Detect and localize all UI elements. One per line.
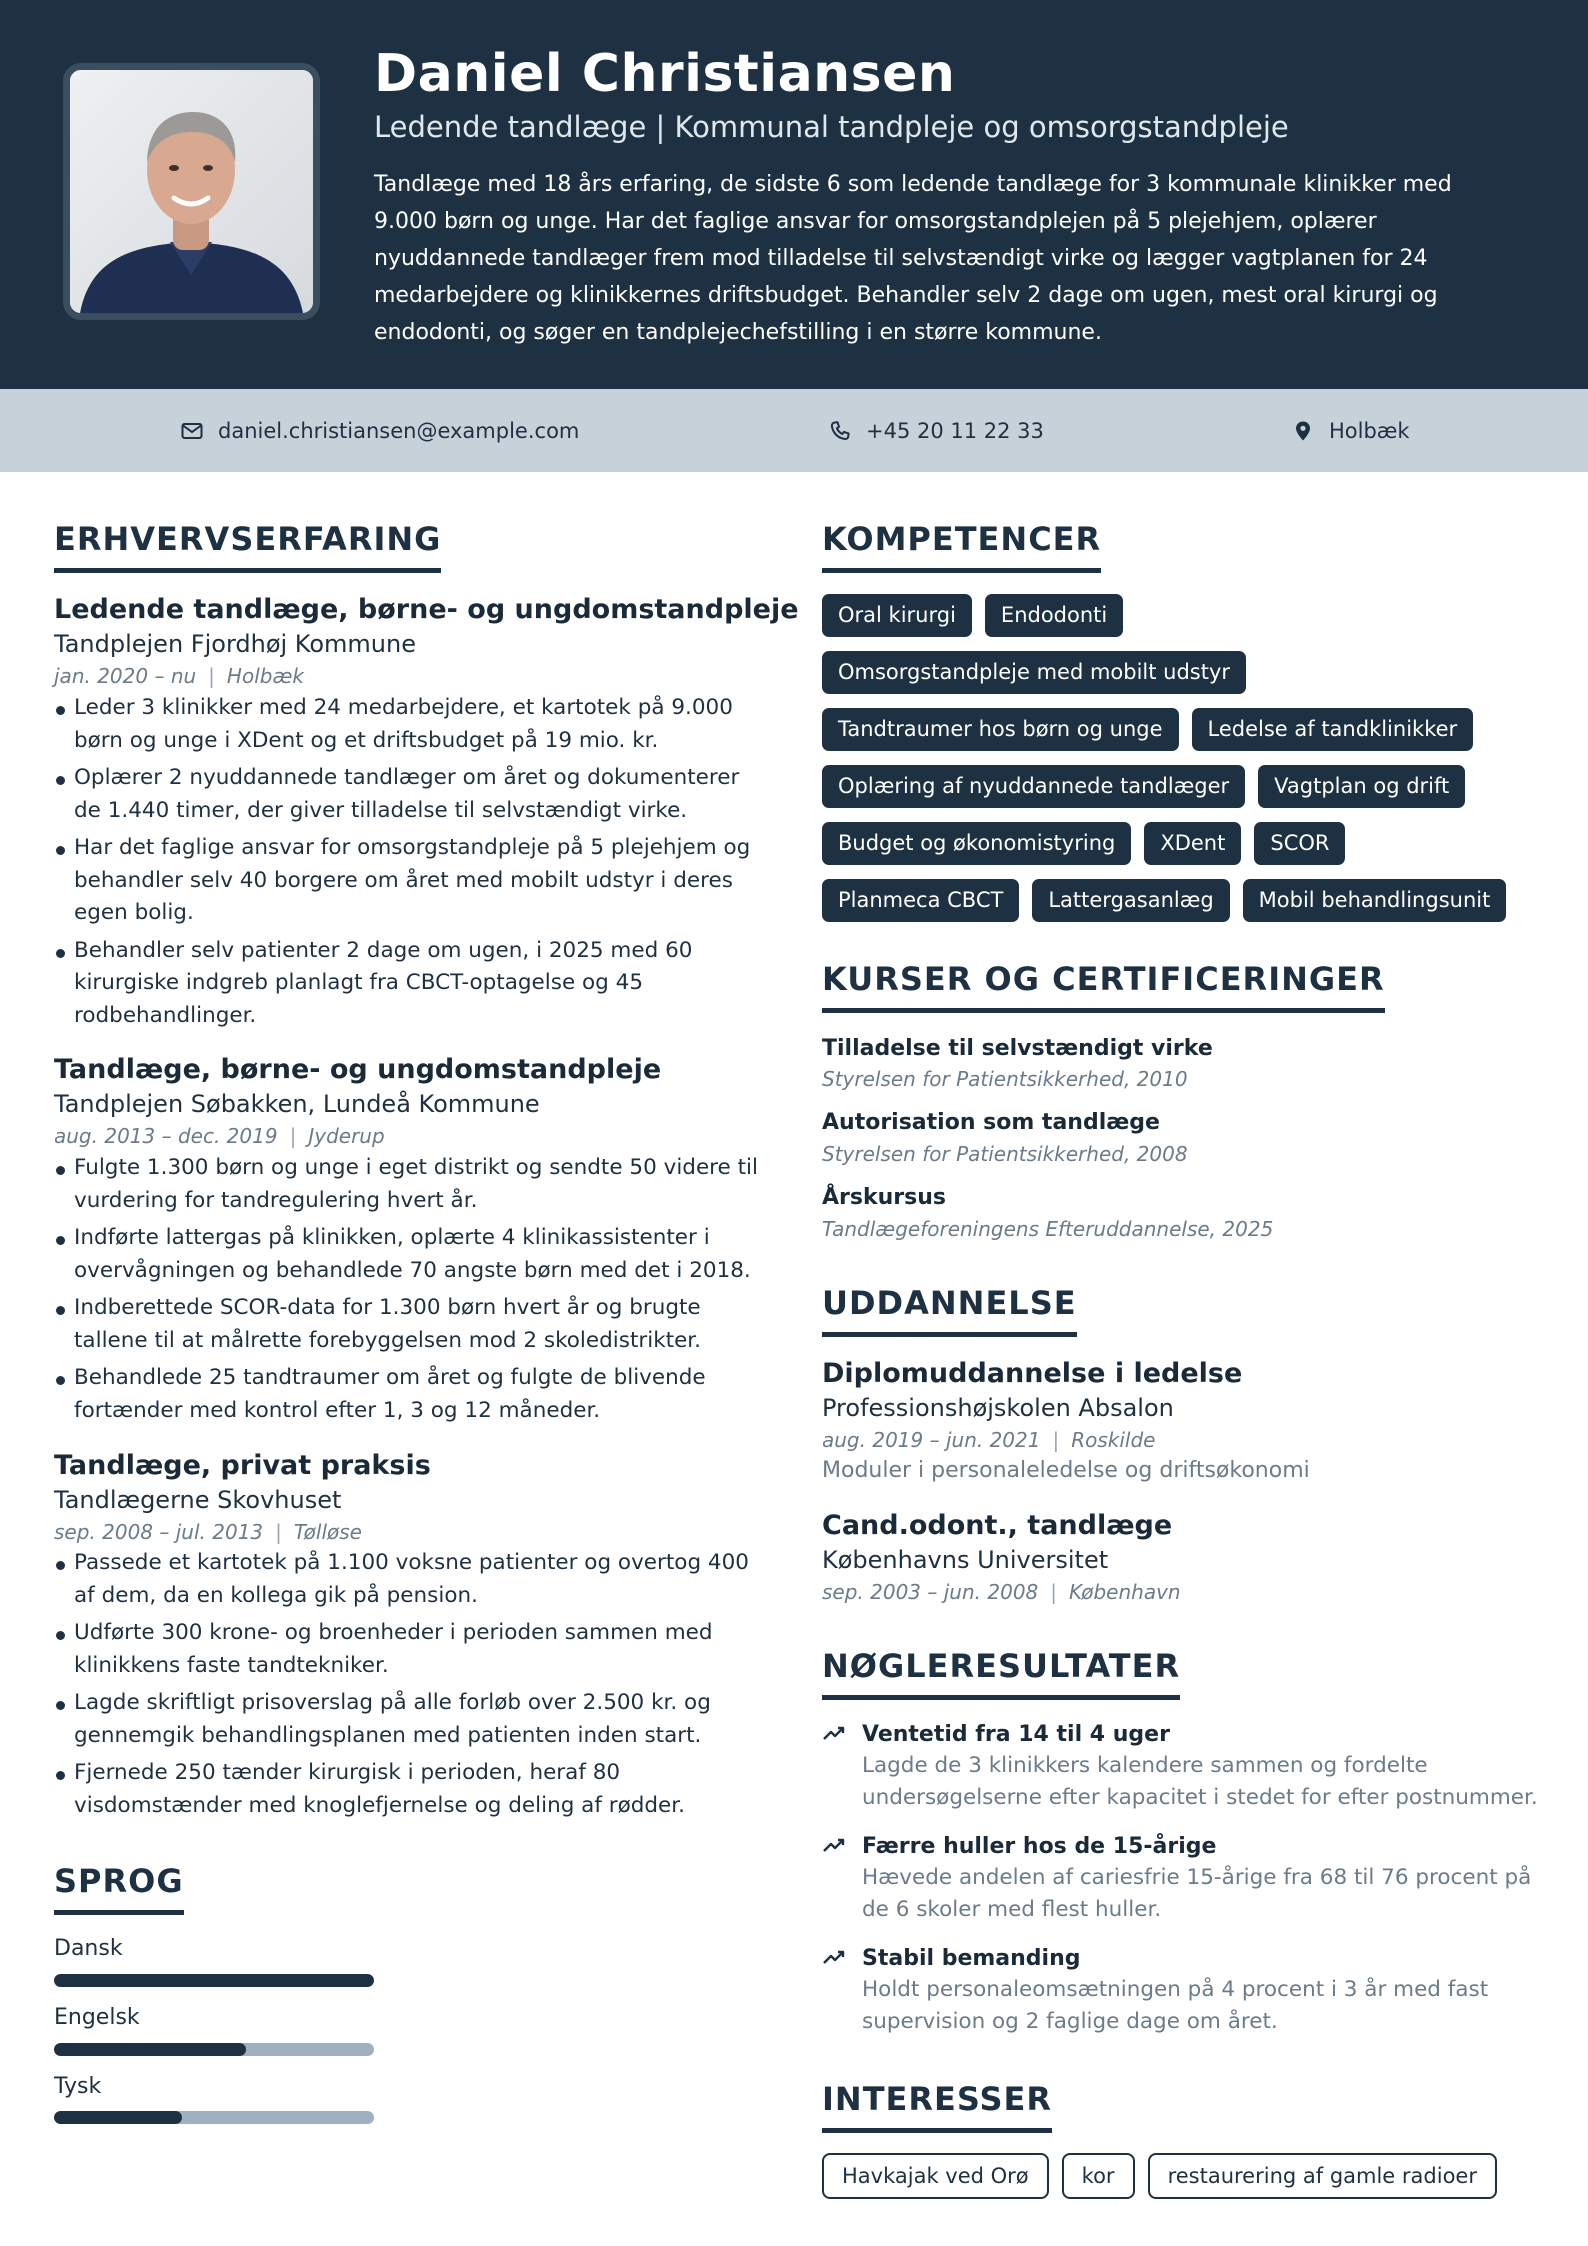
trend-up-icon — [822, 1724, 848, 1744]
language-level-bar — [54, 2043, 374, 2056]
language-level-fill — [54, 2111, 182, 2124]
contact-location — [1291, 389, 1410, 472]
job-bullet: Lagde skriftligt prisoverslag på alle forløb over 2.500 kr. og gennemgik behandlingsplanen med patienten inden start. — [54, 1687, 766, 1752]
job-organization: Tandplejen Fjordhøj Kommune — [54, 630, 416, 658]
header-banner — [0, 0, 1588, 389]
section-title-skills: KOMPETENCER — [822, 520, 1101, 573]
section-title-experience: ERHVERVSERFARING — [54, 520, 441, 573]
skill-tag: Lattergasanlæg — [1032, 879, 1229, 922]
skill-tag: Omsorgstandpleje med mobilt udstyr — [822, 651, 1246, 694]
job-meta: jan. 2020 – nu | Holbæk — [54, 664, 304, 688]
education-period: sep. 2003 – jun. 2008 — [822, 1580, 1039, 1604]
interest-tag: kor — [1062, 2153, 1135, 2199]
job-title: Tandlæge, privat praksis — [54, 1450, 431, 1481]
course-name: Autorisation som tandlæge — [822, 1110, 1160, 1135]
language-level-bar — [54, 1974, 374, 1987]
mail-icon — [180, 419, 204, 443]
skill-tag: Oral kirurgi — [822, 594, 972, 637]
course-source: Tandlægeforeningens Efteruddannelse, 2025 — [822, 1217, 1274, 1241]
job-bullet: Udførte 300 krone- og broenheder i perioden sammen med klinikkens faste tandtekniker. — [54, 1617, 766, 1682]
job-bullet: Indberettede SCOR-data for 1.300 børn hvert år og brugte tallene til at målrette forebyggelsen mod 2 skoledistrikter. — [54, 1292, 766, 1357]
interest-tag: Havkajak ved Orø — [822, 2153, 1049, 2199]
result-description: Lagde de 3 klinikkers kalendere sammen og fordelte undersøgelserne efter kapacitet i stedet for efter postnummer. — [862, 1753, 1538, 1810]
person-photo-icon — [70, 70, 313, 313]
language-level-fill — [54, 1974, 374, 1987]
contact-location-text: Holbæk — [1329, 418, 1410, 443]
job-bullet: Passede et kartotek på 1.100 voksne patienter og overtog 400 af dem, da en kollega gik på pension. — [54, 1547, 766, 1612]
job-bullets — [54, 1152, 766, 1432]
education-school: Københavns Universitet — [822, 1546, 1109, 1574]
education-meta: sep. 2003 – jun. 2008 | København — [822, 1580, 1181, 1604]
result-item — [822, 1944, 1542, 2038]
job-bullets — [54, 692, 766, 1037]
job-title: Ledende tandlæge, børne- og ungdomstandpleje — [54, 594, 799, 625]
job-bullet: Indførte lattergas på klinikken, oplærte 4 klinikassistenter i overvågningen og behandlede 70 angste børn med det i 2018. — [54, 1222, 766, 1287]
skills-list — [822, 594, 1522, 936]
contact-email[interactable] — [180, 389, 579, 472]
language-level-fill — [54, 2043, 246, 2056]
result-item — [822, 1832, 1542, 1926]
skill-tag: Mobil behandlingsunit — [1243, 879, 1507, 922]
job-meta: sep. 2008 – jul. 2013 | Tølløse — [54, 1520, 362, 1544]
section-title-education: UDDANNELSE — [822, 1284, 1077, 1337]
job-bullet: Oplærer 2 nyuddannede tandlæger om året og dokumenterer de 1.440 timer, der giver tilladelse til selvstændigt virke. — [54, 762, 766, 827]
job-organization: Tandlægerne Skovhuset — [54, 1486, 342, 1514]
contact-bar — [0, 389, 1588, 472]
trend-up-icon — [822, 1948, 848, 1968]
language-name: Tysk — [54, 2074, 102, 2099]
job-bullet: Fulgte 1.300 børn og unge i eget distrikt og sendte 50 videre til vurdering for tandregulering hvert år. — [54, 1152, 766, 1217]
skill-tag: Budget og økonomistyring — [822, 822, 1131, 865]
profile-photo — [63, 63, 320, 320]
location-pin-icon — [1291, 419, 1315, 443]
education-school: Professionshøjskolen Absalon — [822, 1394, 1174, 1422]
result-title: Færre huller hos de 15-årige — [862, 1834, 1217, 1859]
language-level-bar — [54, 2111, 374, 2124]
skill-tag: Endodonti — [985, 594, 1123, 637]
result-description: Holdt personaleomsætningen på 4 procent i 3 år med fast supervision og 2 faglige dage om året. — [862, 1977, 1489, 2034]
job-meta: aug. 2013 – dec. 2019 | Jyderup — [54, 1124, 385, 1148]
course-source: Styrelsen for Patientsikkerhed, 2008 — [822, 1142, 1188, 1166]
job-bullet: Leder 3 klinikker med 24 medarbejdere, et kartotek på 9.000 børn og unge i XDent og et driftsbudget på 19 mio. kr. — [54, 692, 766, 757]
skill-tag: Ledelse af tandklinikker — [1192, 708, 1474, 751]
section-title-languages: SPROG — [54, 1862, 184, 1915]
education-meta: aug. 2019 – jun. 2021 | Roskilde — [822, 1428, 1156, 1452]
job-bullet: Har det faglige ansvar for omsorgstandpleje på 5 plejehjem og behandler selv 40 borgere om året med mobilt udstyr i deres egen bolig. — [54, 832, 766, 930]
education-note: Moduler i personaleledelse og driftsøkonomi — [822, 1458, 1310, 1483]
section-title-results: NØGLERESULTATER — [822, 1647, 1180, 1700]
contact-email-text: daniel.christiansen@example.com — [218, 418, 580, 443]
candidate-name: Daniel Christiansen — [374, 44, 956, 104]
skill-tag: Planmeca CBCT — [822, 879, 1019, 922]
job-period: jan. 2020 – nu — [54, 664, 197, 688]
job-period: aug. 2013 – dec. 2019 — [54, 1124, 278, 1148]
job-title: Tandlæge, børne- og ungdomstandpleje — [54, 1054, 662, 1085]
section-title-interests: INTERESSER — [822, 2080, 1052, 2133]
job-bullet: Behandlede 25 tandtraumer om året og fulgte de blivende fortænder med kontrol efter 1, 3 og 12 måneder. — [54, 1362, 766, 1427]
result-description: Hævede andelen af cariesfrie 15-årige fra 68 til 76 procent på de 6 skoler med flest huller. — [862, 1865, 1532, 1922]
job-place: Holbæk — [226, 664, 304, 688]
education-degree: Diplomuddannelse i ledelse — [822, 1358, 1243, 1389]
contact-phone[interactable] — [828, 389, 1044, 472]
education-place: Roskilde — [1071, 1428, 1156, 1452]
section-title-courses: KURSER OG CERTIFICERINGER — [822, 960, 1385, 1013]
language-name: Engelsk — [54, 2005, 140, 2030]
job-bullet: Fjernede 250 tænder kirurgisk i perioden, heraf 80 visdomstænder med knoglefjernelse og deling af rødder. — [54, 1757, 766, 1822]
education-place: København — [1069, 1580, 1181, 1604]
candidate-headline: Ledende tandlæge | Kommunal tandpleje og omsorgstandpleje — [374, 110, 1289, 144]
trend-up-icon — [822, 1836, 848, 1856]
skill-tag: XDent — [1144, 822, 1241, 865]
skill-tag: SCOR — [1254, 822, 1345, 865]
education-period: aug. 2019 – jun. 2021 — [822, 1428, 1041, 1452]
course-name: Tilladelse til selvstændigt virke — [822, 1036, 1213, 1061]
job-period: sep. 2008 – jul. 2013 — [54, 1520, 264, 1544]
contact-phone-text: +45 20 11 22 33 — [866, 418, 1044, 443]
skill-tag: Tandtraumer hos børn og unge — [822, 708, 1179, 751]
job-organization: Tandplejen Søbakken, Lundeå Kommune — [54, 1090, 540, 1118]
job-bullets — [54, 1547, 766, 1827]
language-name: Dansk — [54, 1936, 123, 1961]
candidate-summary: Tandlæge med 18 års erfaring, de sidste 6 som ledende tandlæge for 3 kommunale klinikker med 9.000 børn og unge. Har det faglige ansvar for omsorgstandplejen på 5 plejehjem, oplærer nyuddannede tandlæger frem mod tilladelse til selvstændigt virke og lægger vagtplanen for 24 medarbejdere og klinikkernes driftsbudget. Behandler selv 2 dage om ugen, mest oral kirurgi og endodonti, og søger en tandplejechefstilling i en større kommune. — [374, 172, 1452, 345]
interests-list — [822, 2153, 1510, 2199]
result-item — [822, 1720, 1542, 1814]
job-place: Tølløse — [293, 1520, 362, 1544]
job-bullet: Behandler selv patienter 2 dage om ugen, i 2025 med 60 kirurgiske indgreb planlagt fra CBCT-optagelse og 45 rodbehandlinger. — [54, 935, 766, 1033]
result-title: Stabil bemanding — [862, 1946, 1081, 1971]
phone-icon — [828, 419, 852, 443]
interest-tag: restaurering af gamle radioer — [1148, 2153, 1497, 2199]
skill-tag: Oplæring af nyuddannede tandlæger — [822, 765, 1245, 808]
result-title: Ventetid fra 14 til 4 uger — [862, 1722, 1170, 1747]
course-source: Styrelsen for Patientsikkerhed, 2010 — [822, 1067, 1188, 1091]
job-place: Jyderup — [308, 1124, 385, 1148]
education-degree: Cand.odont., tandlæge — [822, 1510, 1173, 1541]
skill-tag: Vagtplan og drift — [1258, 765, 1465, 808]
course-name: Årskursus — [822, 1185, 946, 1210]
